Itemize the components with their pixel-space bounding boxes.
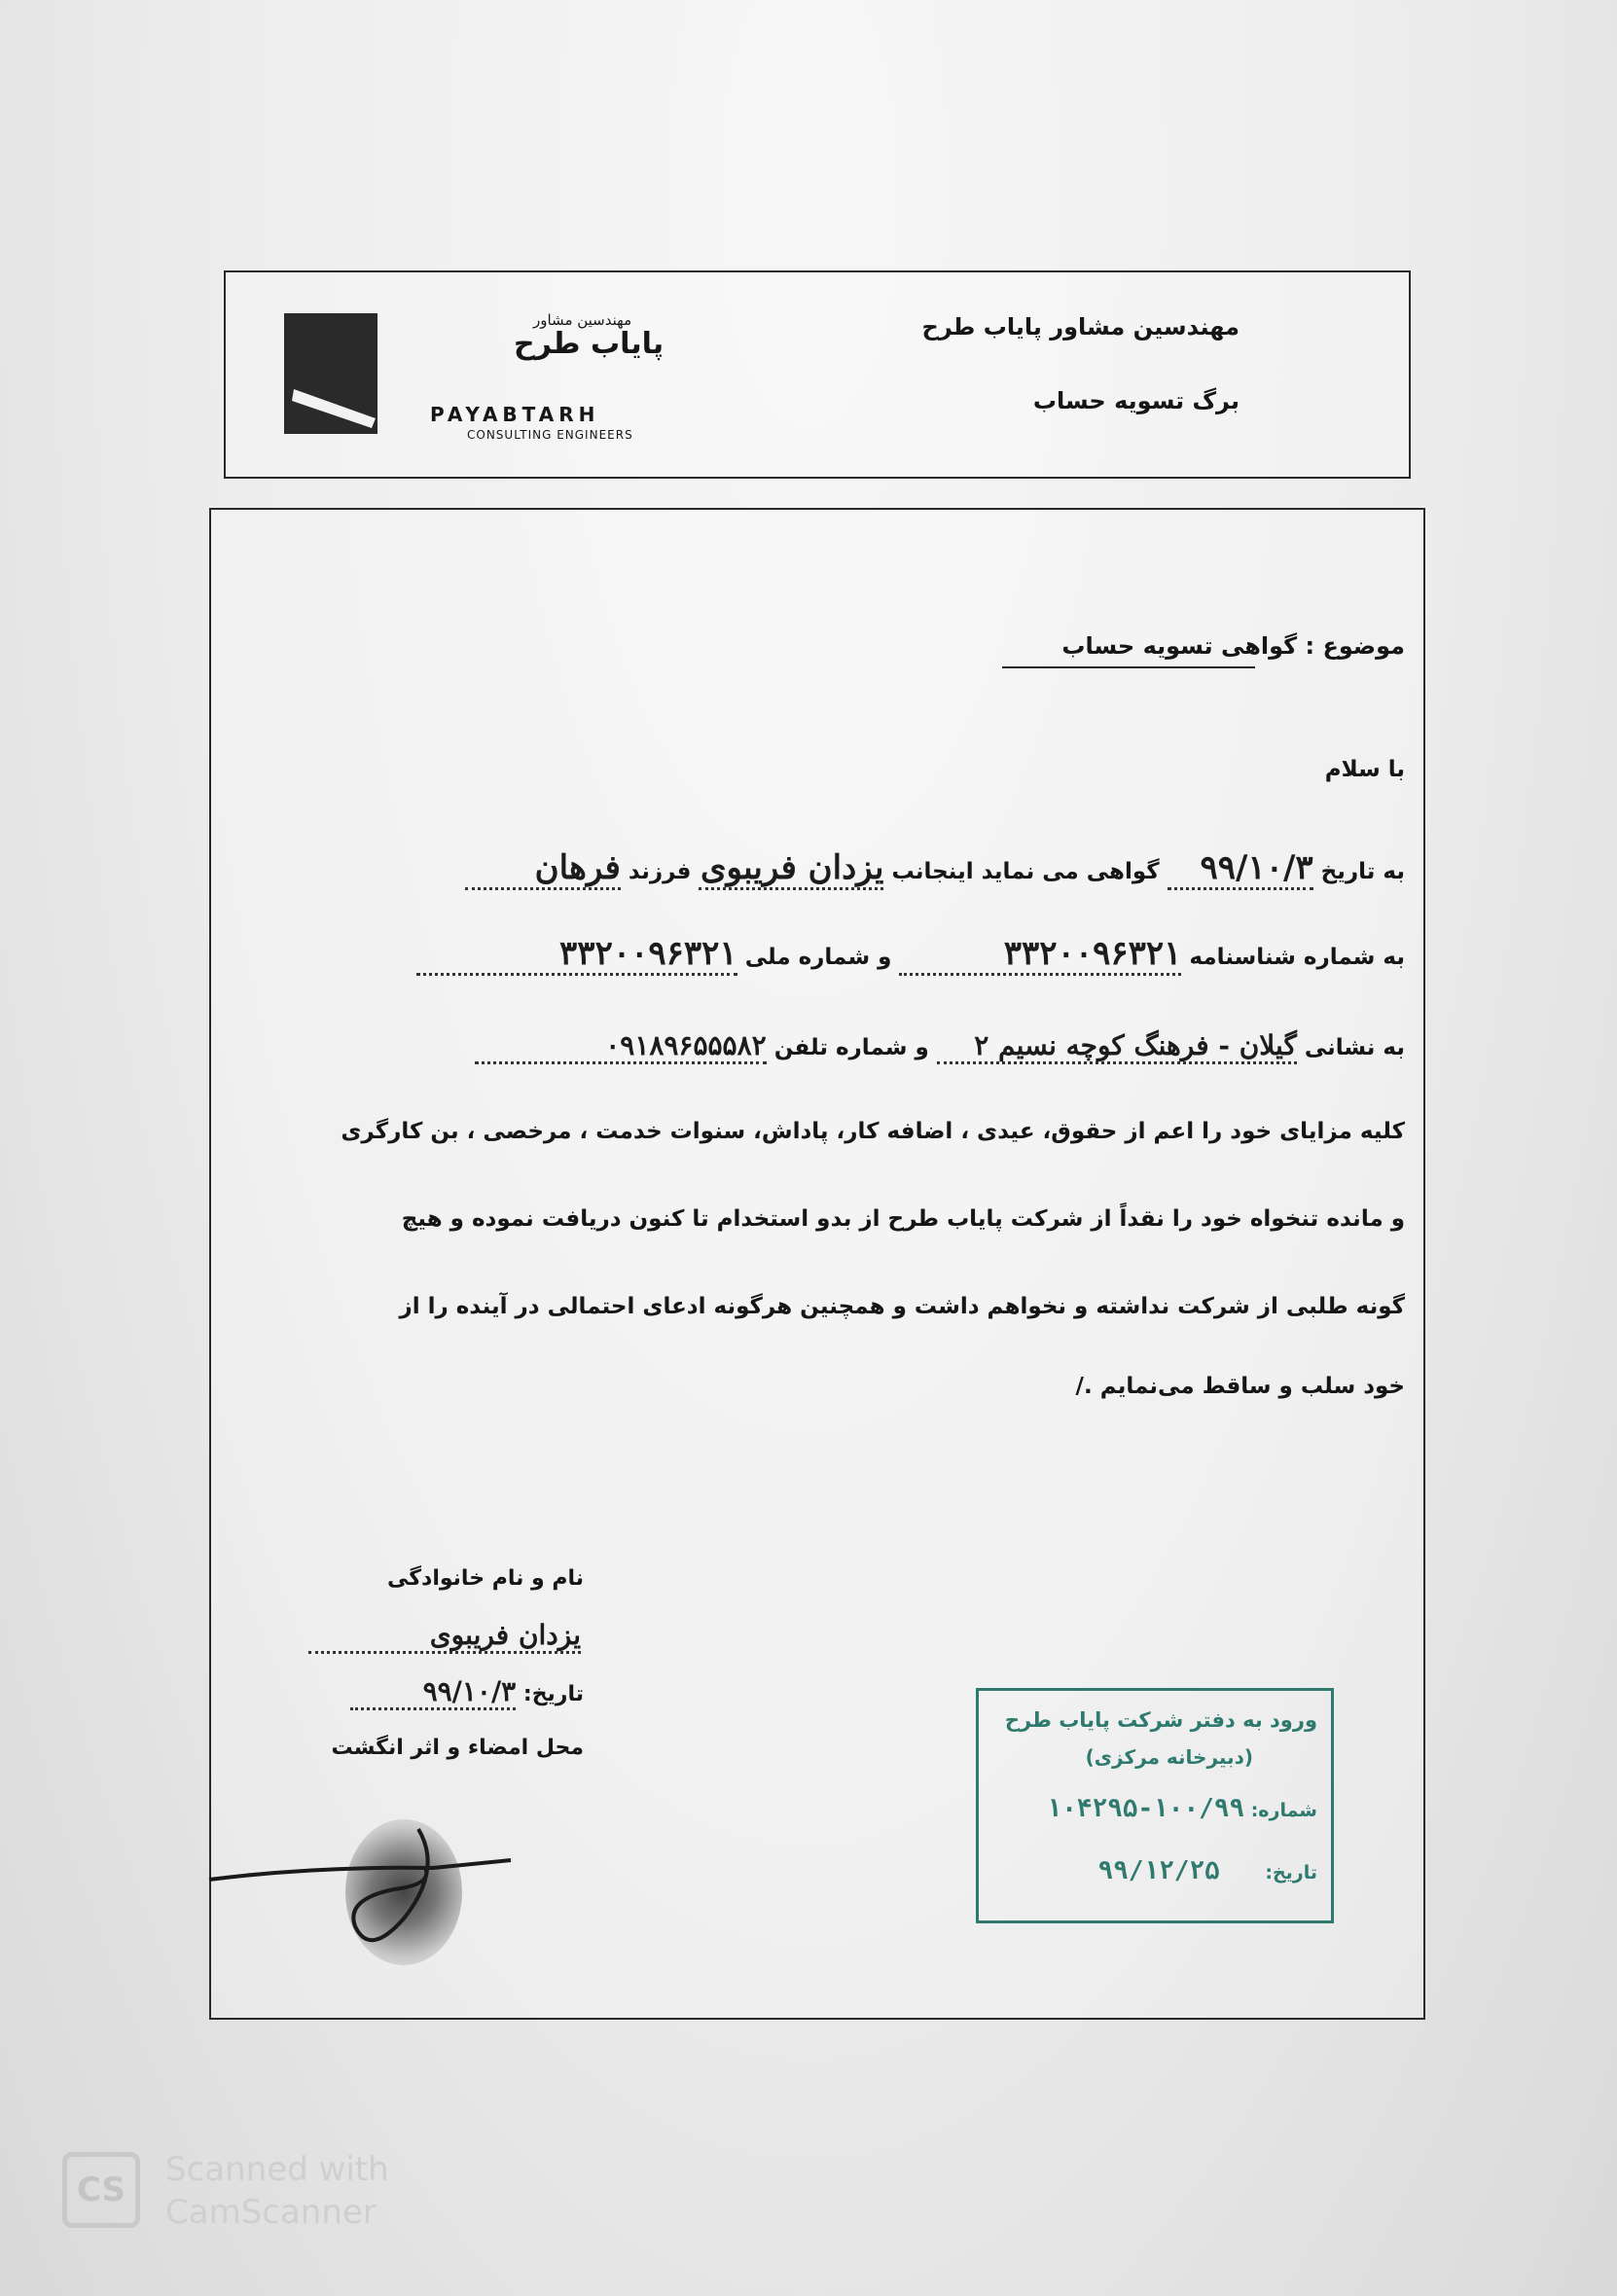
logo-english-subtitle: CONSULTING ENGINEERS (467, 428, 633, 442)
greeting: با سلام (1324, 757, 1405, 782)
signature-name-label: نام و نام خانوادگی (387, 1566, 584, 1591)
national-id-label: و شماره ملی (744, 945, 892, 970)
address-handwritten: گیلان - فرهنگ کوچه نسیم ۲ (937, 1029, 1297, 1064)
company-logo-icon (284, 313, 377, 434)
phone-label: و شماره تلفن (773, 1035, 929, 1060)
date-label: به تاریخ (1320, 859, 1405, 884)
id-number-handwritten: ۳۳۲۰۰۹۶۳۲۱ (899, 934, 1181, 976)
stamp-title: ورود به دفتر شرکت پایاب طرح (1004, 1708, 1317, 1732)
stamp-number-value: ۱۰۰/۹۹-۱۰۴۲۹۵ (1046, 1794, 1245, 1823)
signature-name-handwritten: یزدان فریبوی (308, 1619, 581, 1654)
signature-date-label: تاریخ: (522, 1682, 584, 1706)
reception-stamp (976, 1688, 1334, 1923)
form-line-2 (416, 934, 1405, 976)
camscanner-logo-icon: CS (62, 2152, 140, 2228)
signature-date-handwritten: ۹۹/۱۰/۳ (350, 1675, 516, 1710)
name-handwritten: یزدان فریبوی (699, 848, 883, 890)
header-box (224, 270, 1411, 479)
signature-date-row (350, 1675, 584, 1710)
watermark-line-2: CamScanner (165, 2193, 377, 2232)
logo-english-name: PAYABTARH (430, 403, 600, 426)
stamp-number-label: شماره: (1250, 1800, 1317, 1821)
form-line-1 (465, 848, 1405, 890)
subject-underline (1002, 666, 1255, 668)
stamp-date-row (1098, 1856, 1318, 1885)
national-id-handwritten: ۳۳۲۰۰۹۶۳۲۱ (416, 934, 737, 976)
handwritten-signature-icon (199, 1812, 521, 1967)
date-handwritten: ۹۹/۱۰/۳ (1168, 848, 1313, 890)
stamp-number-row (1047, 1794, 1317, 1823)
subject-line (1061, 632, 1405, 660)
child-of-label: فرزند (628, 859, 692, 884)
subject-text: گواهی تسویه حساب (1061, 632, 1298, 660)
paragraph-line-2: و مانده تنخواه خود را نقداً از شرکت پایاب طرح از بدو استخدام تا کنون دریافت نموده و هیچ (401, 1206, 1405, 1232)
phone-handwritten: ۰۹۱۸۹۶۵۵۵۸۲ (475, 1029, 767, 1064)
company-name: مهندسین مشاور پایاب طرح (921, 313, 1240, 341)
signature-name-field (308, 1619, 581, 1654)
form-title: برگ تسویه حساب (1032, 387, 1240, 414)
id-number-label: به شماره شناسنامه (1189, 945, 1405, 970)
signature-place-label: محل امضاء و اثر انگشت (331, 1736, 584, 1760)
address-label: به نشانی (1304, 1035, 1405, 1060)
certify-text: گواهی می نماید اینجانب (891, 859, 1160, 884)
stamp-date-value: ۹۹/۱۲/۲۵ (1097, 1856, 1220, 1885)
logo-persian-name: پایاب طرح (514, 327, 665, 361)
paragraph-line-4: خود سلب و ساقط می‌نمایم ./ (1075, 1374, 1405, 1399)
logo-subtitle: مهندسین مشاور (533, 311, 632, 329)
camscanner-watermark (165, 2148, 389, 2234)
watermark-line-1: Scanned with (165, 2150, 389, 2189)
paragraph-line-3: گونه طلبی از شرکت نداشته و نخواهم داشت و همچنین هرگونه ادعای احتمالی در آینده را از (399, 1294, 1405, 1319)
form-line-3 (475, 1029, 1405, 1064)
stamp-subtitle: (دبیرخانه مرکزی) (1085, 1745, 1253, 1769)
subject-label: موضوع : (1305, 632, 1405, 660)
stamp-date-label: تاریخ: (1265, 1862, 1317, 1883)
father-name-handwritten: فرهان (465, 848, 621, 890)
paragraph-line-1: کلیه مزایای خود را اعم از حقوق، عیدی ، اضافه کار، پاداش، سنوات خدمت ، مرخصی ، بن کارگری (341, 1119, 1405, 1144)
